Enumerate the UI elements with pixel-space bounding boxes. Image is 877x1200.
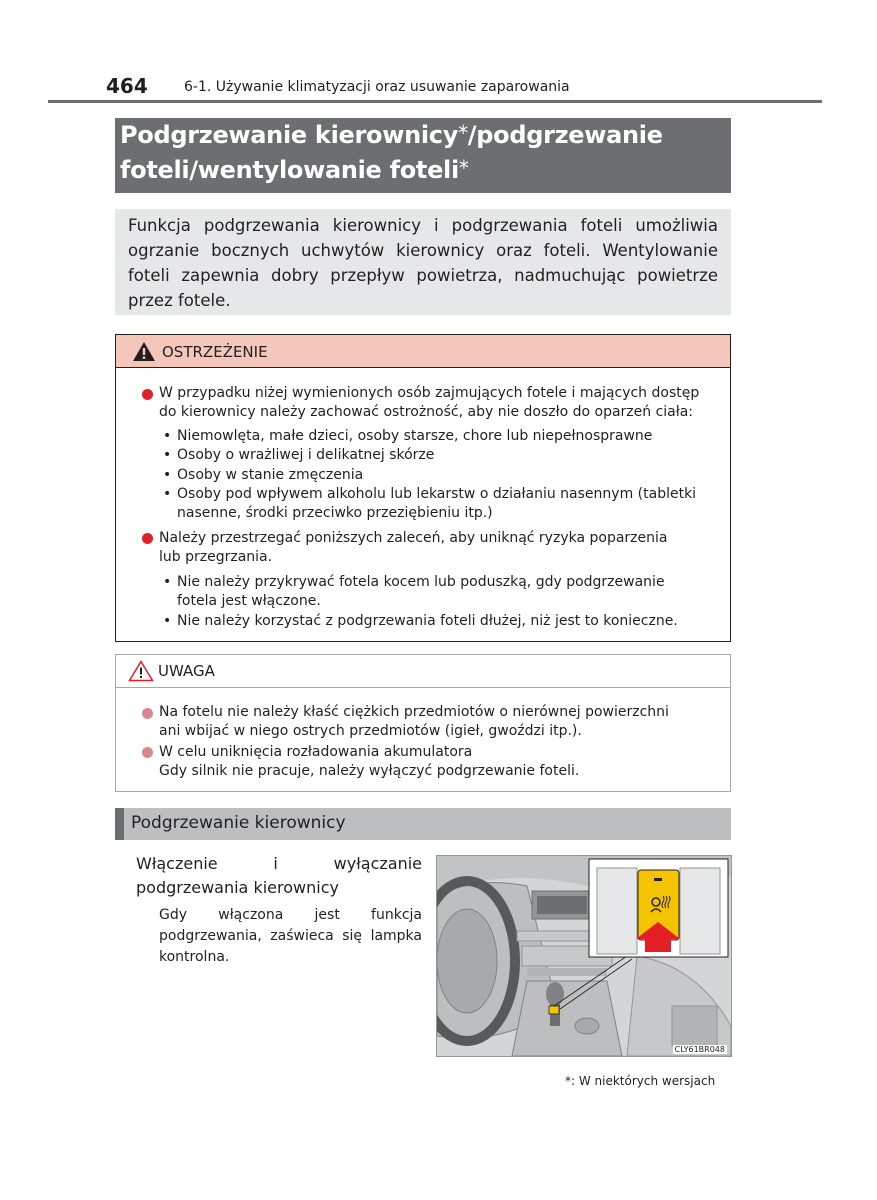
warning-triangle-icon <box>132 341 156 362</box>
notice-box <box>115 654 731 792</box>
warning-item-1 <box>159 384 699 422</box>
subsection-header <box>115 808 731 840</box>
warning-sub-6: • Nie należy korzystać z podgrzewania foteli dłużej, niż jest to konieczne. <box>163 613 678 629</box>
warning-item-2-line-1: Należy przestrzegać poniższych zaleceń, aby uniknąć ryzyka poparzenia <box>159 530 668 546</box>
warning-sub-2: • Osoby o wrażliwej i delikatnej skórze <box>163 447 435 463</box>
title-text-2: foteli/wentylowanie foteli <box>120 156 459 184</box>
warning-label: OSTRZEŻENIE <box>162 343 268 361</box>
title-line-1 <box>120 121 663 149</box>
notice-header <box>116 655 730 688</box>
warning-item-1-line-2: do kierownicy należy zachować ostrożność, aby nie doszło do oparzeń ciała: <box>159 404 694 420</box>
footnote: *: W niektórych wersjach <box>565 1074 716 1088</box>
intro-text: Funkcja podgrzewania kierownicy i podgrzewania foteli umożliwia ogrzanie bocznych uchwytów kierownicy oraz foteli. Wentylowanie foteli zapewnia dobry przepływ powietrza, nadmuchując powietrze przez fotele. <box>128 216 718 310</box>
warning-box <box>115 334 731 642</box>
title-text-1: Podgrzewanie kierownicy <box>120 121 459 149</box>
title-star-1: * <box>458 121 468 145</box>
notice-label: UWAGA <box>158 662 215 680</box>
chapter-title: 6-1. Używanie klimatyzacji oraz usuwanie zaparowania <box>184 79 570 95</box>
warning-sub-1: • Niemowlęta, małe dzieci, osoby starsze, chore lub niepełnosprawne <box>163 428 653 444</box>
header-rule <box>48 100 822 103</box>
warning-sub-5: • Nie należy przykrywać fotela kocem lub poduszką, gdy podgrzewanie fotela jest włączone. <box>163 574 665 609</box>
warning-sub-4: • Osoby pod wpływem alkoholu lub lekarstw o działaniu nasennym (tabletki nasenne, środki przeciwko przeziębieniu itp.) <box>163 486 697 521</box>
warning-header <box>116 335 730 368</box>
subsection-title: Podgrzewanie kierownicy <box>131 813 346 833</box>
warning-bullet-2 <box>142 533 153 544</box>
sub-instruction: Gdy włączona jest funkcja podgrzewania, zaświeca się lampka kontrolna. <box>159 907 422 965</box>
figure-code: CLY61BR048 <box>674 1045 725 1054</box>
intro-box <box>115 209 731 315</box>
notice-bullet-2 <box>142 747 153 758</box>
dashboard-illustration <box>437 856 731 1056</box>
title-line-2 <box>120 156 469 184</box>
warning-item-2 <box>159 529 667 567</box>
notice-item-1: Na fotelu nie należy kłaść ciężkich przedmiotów o nierównej powierzchni ani wbijać w niego ostrych przedmiotów (igieł, gwoździ itp.). <box>159 704 669 739</box>
main-instruction: Włączenie i wyłączanie podgrzewania kierownicy <box>136 854 422 897</box>
caution-triangle-icon <box>128 660 154 682</box>
notice-bullet-1 <box>142 708 153 719</box>
warning-sub-3: • Osoby w stanie zmęczenia <box>163 467 364 483</box>
warning-bullet-1 <box>142 389 153 400</box>
dashboard-figure <box>436 855 732 1057</box>
page-number: 464 <box>106 74 148 98</box>
title-text-1b: /podgrzewanie <box>467 121 663 149</box>
warning-item-1-line-1: W przypadku niżej wymienionych osób zajmujących fotele i mających dostęp <box>159 385 700 401</box>
warning-item-2-line-2: lub przegrzania. <box>159 549 273 565</box>
notice-item-2: W celu uniknięcia rozładowania akumulatora Gdy silnik nie pracuje, należy wyłączyć podgrzewanie foteli. <box>159 744 580 779</box>
subsection-bar <box>115 808 124 840</box>
title-star-2: * <box>458 156 469 180</box>
section-title-box <box>115 118 731 193</box>
